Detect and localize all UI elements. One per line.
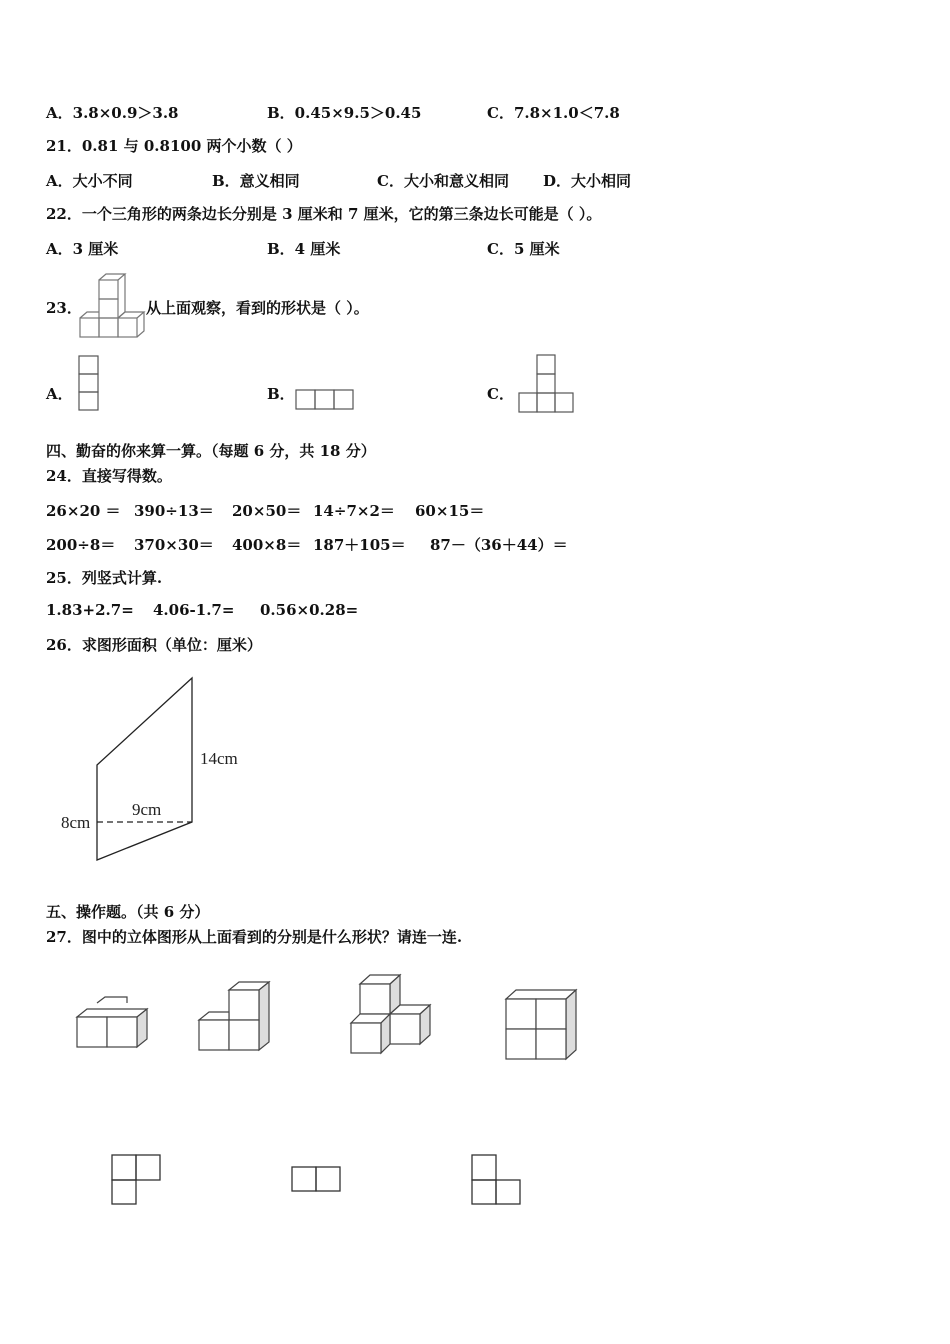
q23-option-c: C． <box>487 385 514 403</box>
q23-stem: 从上面观察，看到的形状是（ ）。 <box>146 299 369 317</box>
q23-solid-figure <box>78 272 148 342</box>
q27-solid-4 <box>503 985 583 1065</box>
q26-label-8cm: 8cm <box>61 813 91 832</box>
q24-r1-c1: 26×20 ＝ <box>46 502 121 520</box>
q24-r2-c2: 370×30＝ <box>134 536 214 554</box>
q21-option-a: A．大小不同 <box>46 172 133 190</box>
q27-top-view-2 <box>291 1166 343 1194</box>
q27-top-view-3 <box>471 1154 523 1206</box>
q26-stem: 26．求图形面积（单位：厘米） <box>46 636 262 654</box>
q23-option-b: B． <box>267 385 295 403</box>
q27-stem: 27．图中的立体图形从上面看到的分别是什么形状？请连一连. <box>46 928 463 946</box>
section5-title: 五、操作题。（共 6 分） <box>46 903 210 921</box>
q27-solid-3 <box>348 970 438 1060</box>
q20-option-a: A．3.8×0.9＞3.8 <box>46 104 179 122</box>
q26-label-9cm: 9cm <box>132 800 162 819</box>
q27-top-view-1 <box>111 1154 163 1206</box>
q26-label-14cm: 14cm <box>200 749 238 768</box>
q26-trapezoid-figure <box>55 670 275 870</box>
q24-r1-c3: 20×50＝ <box>232 502 302 520</box>
q23-option-a: A． <box>46 385 73 403</box>
q24-r1-c4: 14÷7×2＝ <box>313 502 395 520</box>
q23-option-c-shape <box>517 354 577 414</box>
section4-title: 四、勤奋的你来算一算。（每题 6 分，共 18 分） <box>46 442 376 460</box>
q24-r2-c4: 187＋105＝ <box>313 536 406 554</box>
q22-option-a: A．3 厘米 <box>46 240 119 258</box>
q24-stem: 24．直接写得数。 <box>46 467 172 485</box>
q25-item-2: 4.06-1.7= <box>153 601 235 619</box>
q21-option-b: B．意义相同 <box>212 172 300 190</box>
q24-r2-c1: 200÷8＝ <box>46 536 116 554</box>
q23-option-a-shape <box>78 355 100 413</box>
q22-option-c: C．5 厘米 <box>487 240 560 258</box>
q27-solid-1 <box>75 995 155 1055</box>
q25-item-1: 1.83+2.7= <box>46 601 134 619</box>
q24-r1-c2: 390÷13＝ <box>134 502 214 520</box>
q24-r2-c3: 400×8＝ <box>232 536 302 554</box>
q23-option-b-shape <box>295 389 355 411</box>
q24-r1-c5: 60×15＝ <box>415 502 485 520</box>
q21-stem: 21．0.81 与 0.8100 两个小数（ ） <box>46 137 302 155</box>
q21-option-c: C．大小和意义相同 <box>377 172 509 190</box>
q22-stem: 22．一个三角形的两条边长分别是 3 厘米和 7 厘米，它的第三条边长可能是（ ）。 <box>46 205 602 223</box>
q21-option-d: D．大小相同 <box>543 172 632 190</box>
q22-option-b: B．4 厘米 <box>267 240 341 258</box>
q25-stem: 25．列竖式计算. <box>46 569 163 587</box>
q23-number: 23． <box>46 299 82 317</box>
q24-r2-c5: 87－（36＋44）＝ <box>430 536 568 554</box>
q27-solid-2 <box>196 978 276 1058</box>
q20-option-c: C．7.8×1.0＜7.8 <box>487 104 620 122</box>
q25-item-3: 0.56×0.28= <box>260 601 359 619</box>
q20-option-b: B．0.45×9.5＞0.45 <box>267 104 422 122</box>
